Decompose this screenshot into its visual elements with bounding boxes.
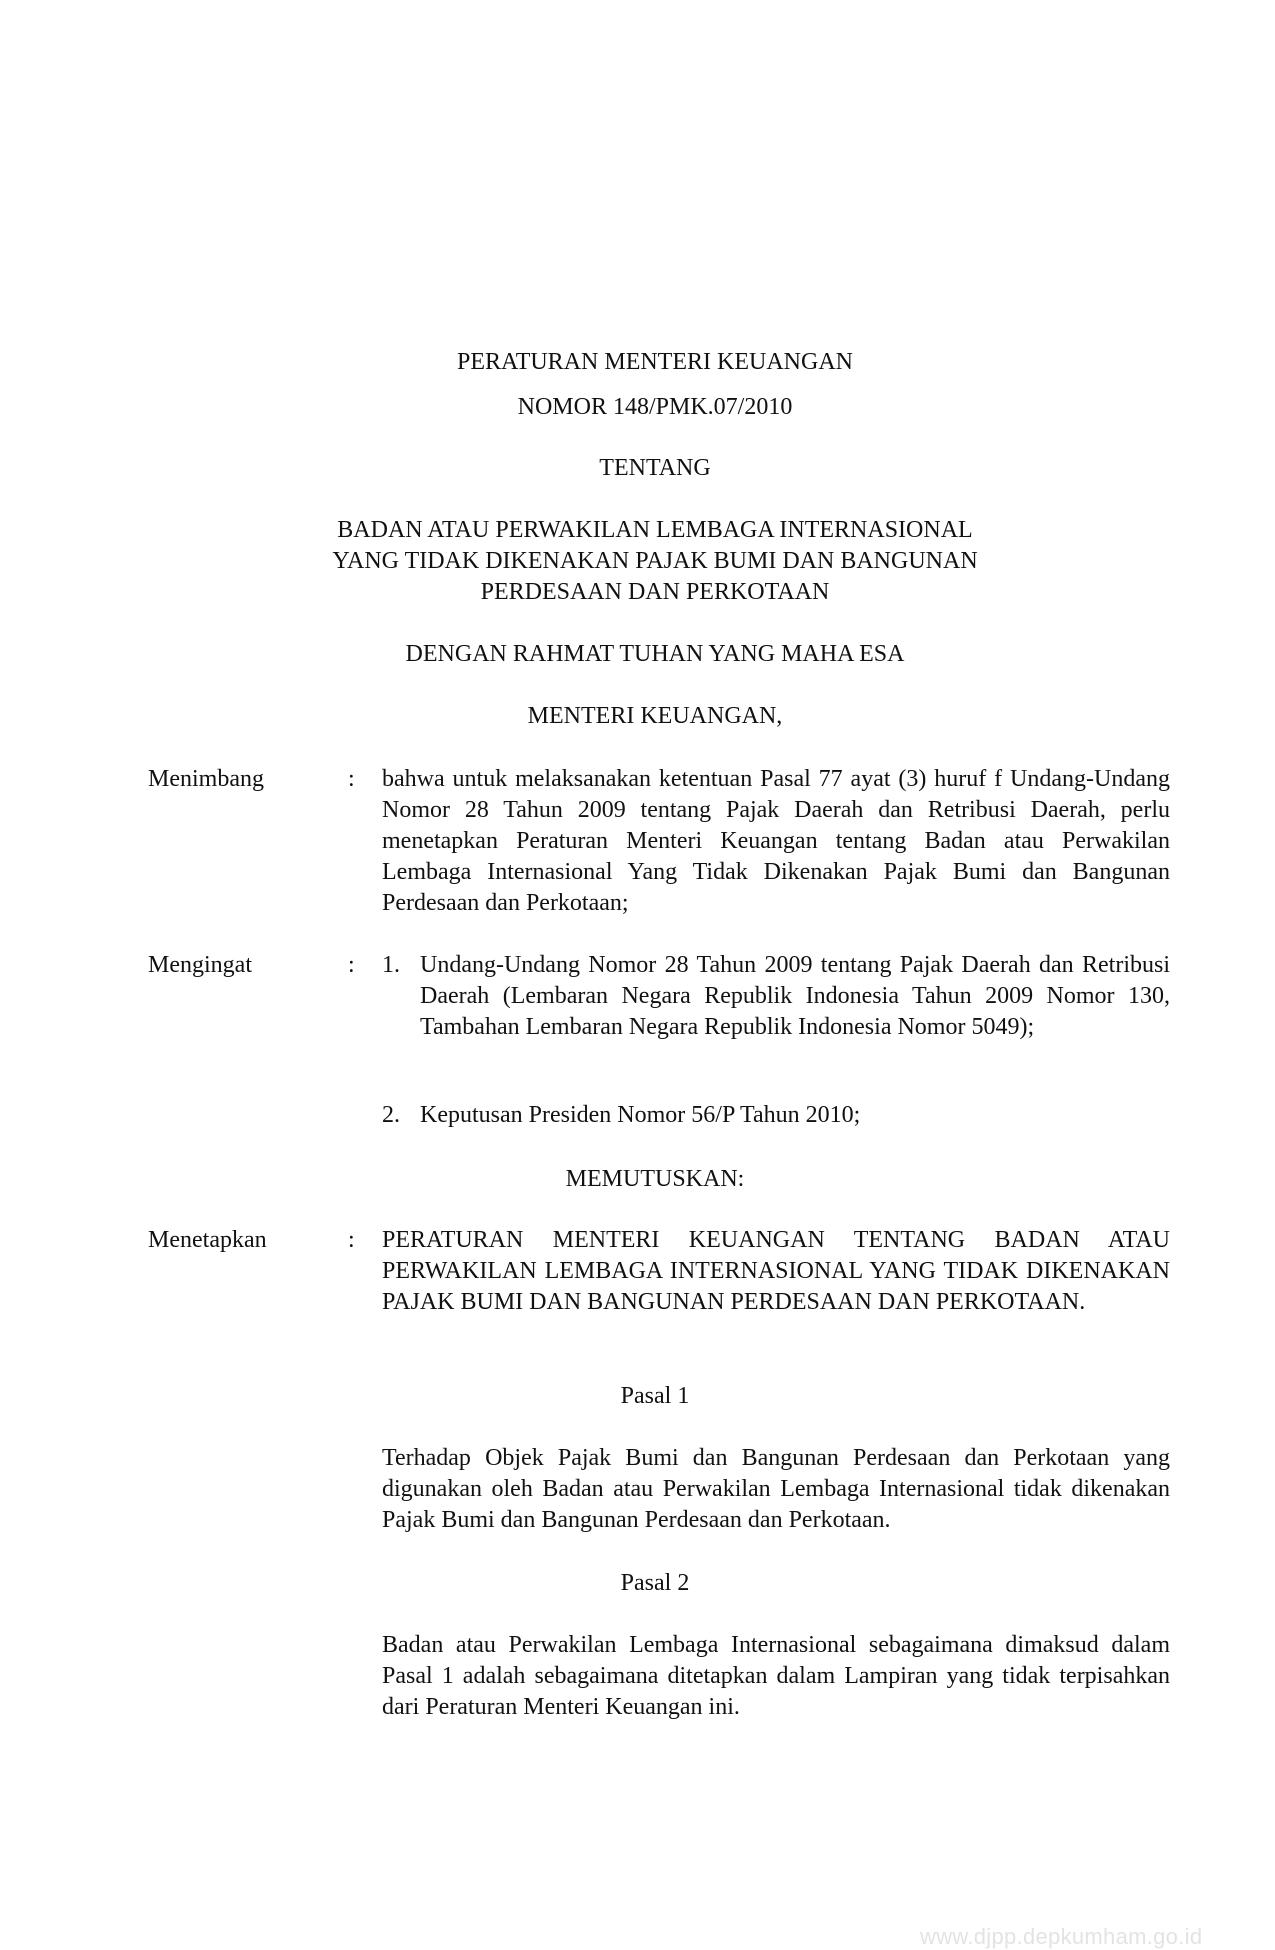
- watermark-url: www.djpp.depkumham.go.id: [920, 1924, 1203, 1949]
- recalling-item-number: 2.: [382, 1102, 400, 1128]
- subject-line-3: PERDESAAN DAN PERKOTAAN: [480, 579, 830, 605]
- considering-label: Menimbang: [148, 766, 264, 792]
- regulation-number: NOMOR 148/PMK.07/2010: [517, 394, 793, 420]
- establishing-text: PERATURAN MENTERI KEUANGAN TENTANG BADAN ATAU PERWAKILAN LEMBAGA INTERNASIONAL YANG TIDAK DIKENAKAN PAJAK BUMI DAN BANGUNAN PERDESAAN DAN PERKOTAAN.: [382, 1227, 1170, 1315]
- decision-heading: MEMUTUSKAN:: [565, 1166, 745, 1192]
- authority: MENTERI KEUANGAN,: [527, 703, 783, 729]
- recalling-item-number: 1.: [382, 952, 400, 978]
- article-1-title: Pasal 1: [620, 1383, 690, 1409]
- article-1-text: Terhadap Objek Pajak Bumi dan Bangunan Perdesaan dan Perkotaan yang digunakan oleh Badan atau Perwakilan Lembaga Internasional tidak dikenakan Pajak Bumi dan Bangunan Perdesaan dan Perkotaan.: [382, 1445, 1170, 1533]
- establishing-colon: :: [348, 1227, 355, 1253]
- article-2-title: Pasal 2: [620, 1570, 690, 1596]
- recalling-label: Mengingat: [148, 952, 252, 978]
- subject-line-1: BADAN ATAU PERWAKILAN LEMBAGA INTERNASIONAL: [337, 517, 973, 543]
- recalling-colon: :: [348, 952, 355, 978]
- regulation-title: PERATURAN MENTERI KEUANGAN: [457, 349, 853, 375]
- recalling-item-text: Keputusan Presiden Nomor 56/P Tahun 2010;: [420, 1102, 861, 1128]
- invocation: DENGAN RAHMAT TUHAN YANG MAHA ESA: [405, 641, 905, 667]
- article-2-text: Badan atau Perwakilan Lembaga Internasional sebagaimana dimaksud dalam Pasal 1 adalah sebagaimana ditetapkan dalam Lampiran yang tidak terpisahkan dari Peraturan Menteri Keuangan ini.: [382, 1632, 1170, 1720]
- establishing-label: Menetapkan: [148, 1227, 267, 1253]
- considering-colon: :: [348, 766, 355, 792]
- recalling-item-text: Undang-Undang Nomor 28 Tahun 2009 tentang Pajak Daerah dan Retribusi Daerah (Lembaran Negara Republik Indonesia Tahun 2009 Nomor 130, Tambahan Lembaran Negara Republik Indonesia Nomor 5049);: [420, 952, 1170, 1040]
- considering-text: bahwa untuk melaksanakan ketentuan Pasal 77 ayat (3) huruf f Undang-Undang Nomor 28 Tahun 2009 tentang Pajak Daerah dan Retribusi Daerah, perlu menetapkan Peraturan Menteri Keuangan tentang Badan atau Perwakilan Lembaga Internasional Yang Tidak Dikenakan Pajak Bumi dan Bangunan Perdesaan dan Perkotaan;: [382, 766, 1170, 916]
- about-heading: TENTANG: [599, 455, 711, 481]
- subject-line-2: YANG TIDAK DIKENAKAN PAJAK BUMI DAN BANGUNAN: [332, 548, 978, 574]
